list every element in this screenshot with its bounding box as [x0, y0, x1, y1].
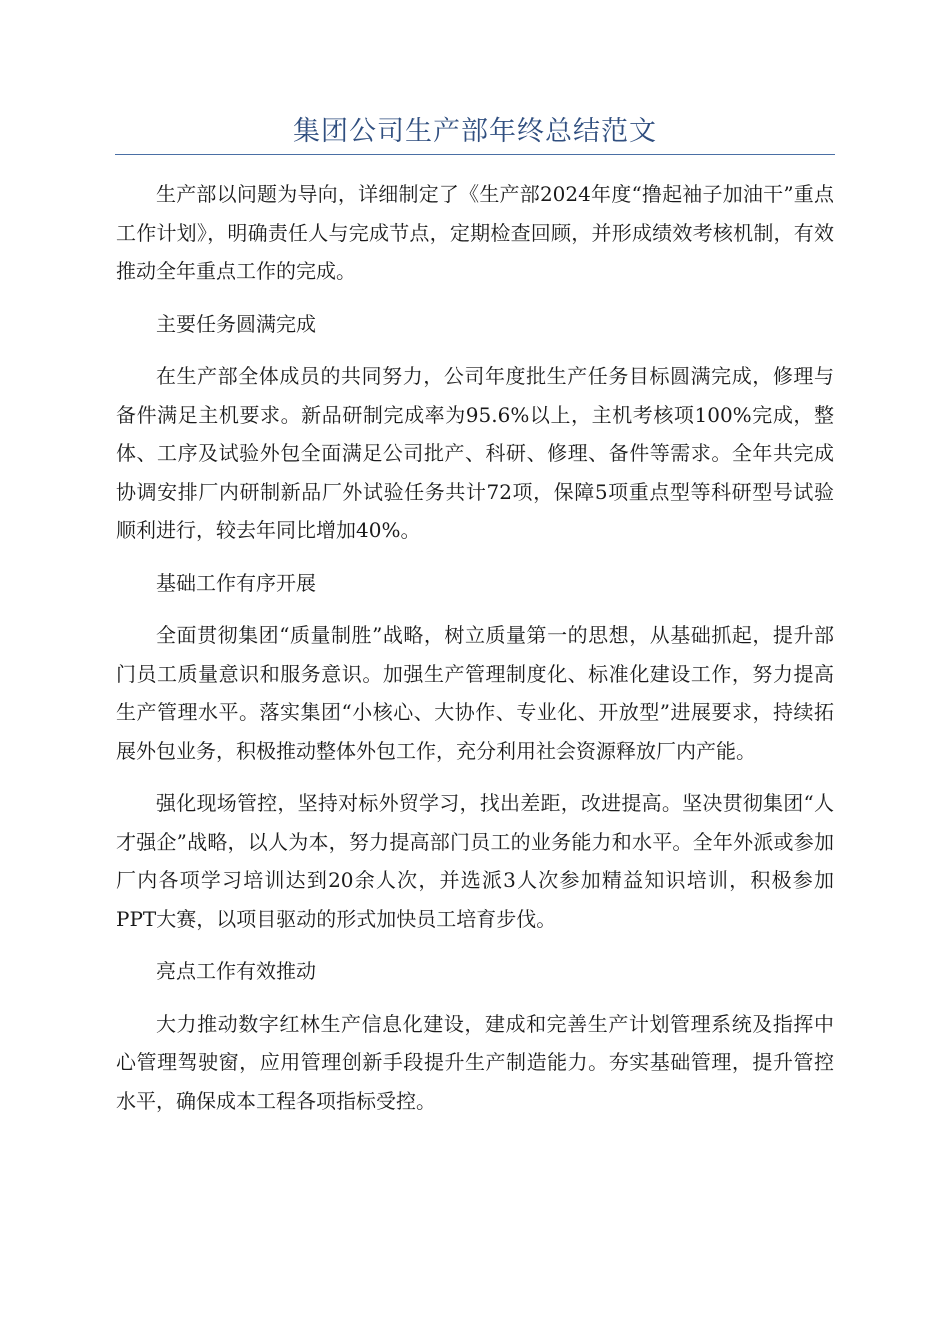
document-title: 集团公司生产部年终总结范文	[293, 116, 657, 147]
paragraph-basic-work-quality: 全面贯彻集团“质量制胜”战略，树立质量第一的思想，从基础抓起，提升部门员工质量意识和服务意识。加强生产管理制度化、标准化建设工作，努力提高生产管理水平。落实集团“小核心、大协作、专业化、开放型”进展要求，持续拓展外包业务，积极推动整体外包工作，充分利用社会资源释放厂内产能。	[116, 623, 834, 763]
title-underline	[115, 154, 835, 155]
section-heading-highlights: 亮点工作有效推动	[156, 959, 316, 983]
paragraph-intro: 生产部以问题为导向，详细制定了《生产部2024年度“撸起袖子加油干”重点工作计划》，明确责任人与完成节点，定期检查回顾，并形成绩效考核机制，有效推动全年重点工作的完成。	[116, 182, 834, 283]
paragraph-highlights: 大力推动数字红林生产信息化建设，建成和完善生产计划管理系统及指挥中心管理驾驶窗，应用管理创新手段提升生产制造能力。夯实基础管理，提升管控水平，确保成本工程各项指标受控。	[116, 1011, 834, 1113]
document-body	[116, 175, 834, 1134]
paragraph-basic-work-training: 强化现场管控，坚持对标外贸学习，找出差距，改进提高。坚决贯彻集团“人才强企”战略，以人为本，努力提高部门员工的业务能力和水平。全年外派或参加厂内各项学习培训达到20余人次，并选派3人次参加精益知识培训，积极参加PPT大赛，以项目驱动的形式加快员工培育步伐。	[116, 791, 834, 931]
section-heading-basic-work: 基础工作有序开展	[156, 570, 316, 595]
paragraph-main-tasks: 在生产部全体成员的共同努力，公司年度批生产任务目标圆满完成，修理与备件满足主机要求。新品研制完成率为95.6%以上，主机考核项100%完成，整体、工序及试验外包全面满足公司批产、科研、修理、备件等需求。全年共完成协调安排厂内研制新品厂外试验任务共计72项，保障5项重点型等科研型号试验顺利进行，较去年同比增加40%。	[116, 364, 834, 542]
section-heading-main-tasks: 主要任务圆满完成	[156, 311, 316, 336]
